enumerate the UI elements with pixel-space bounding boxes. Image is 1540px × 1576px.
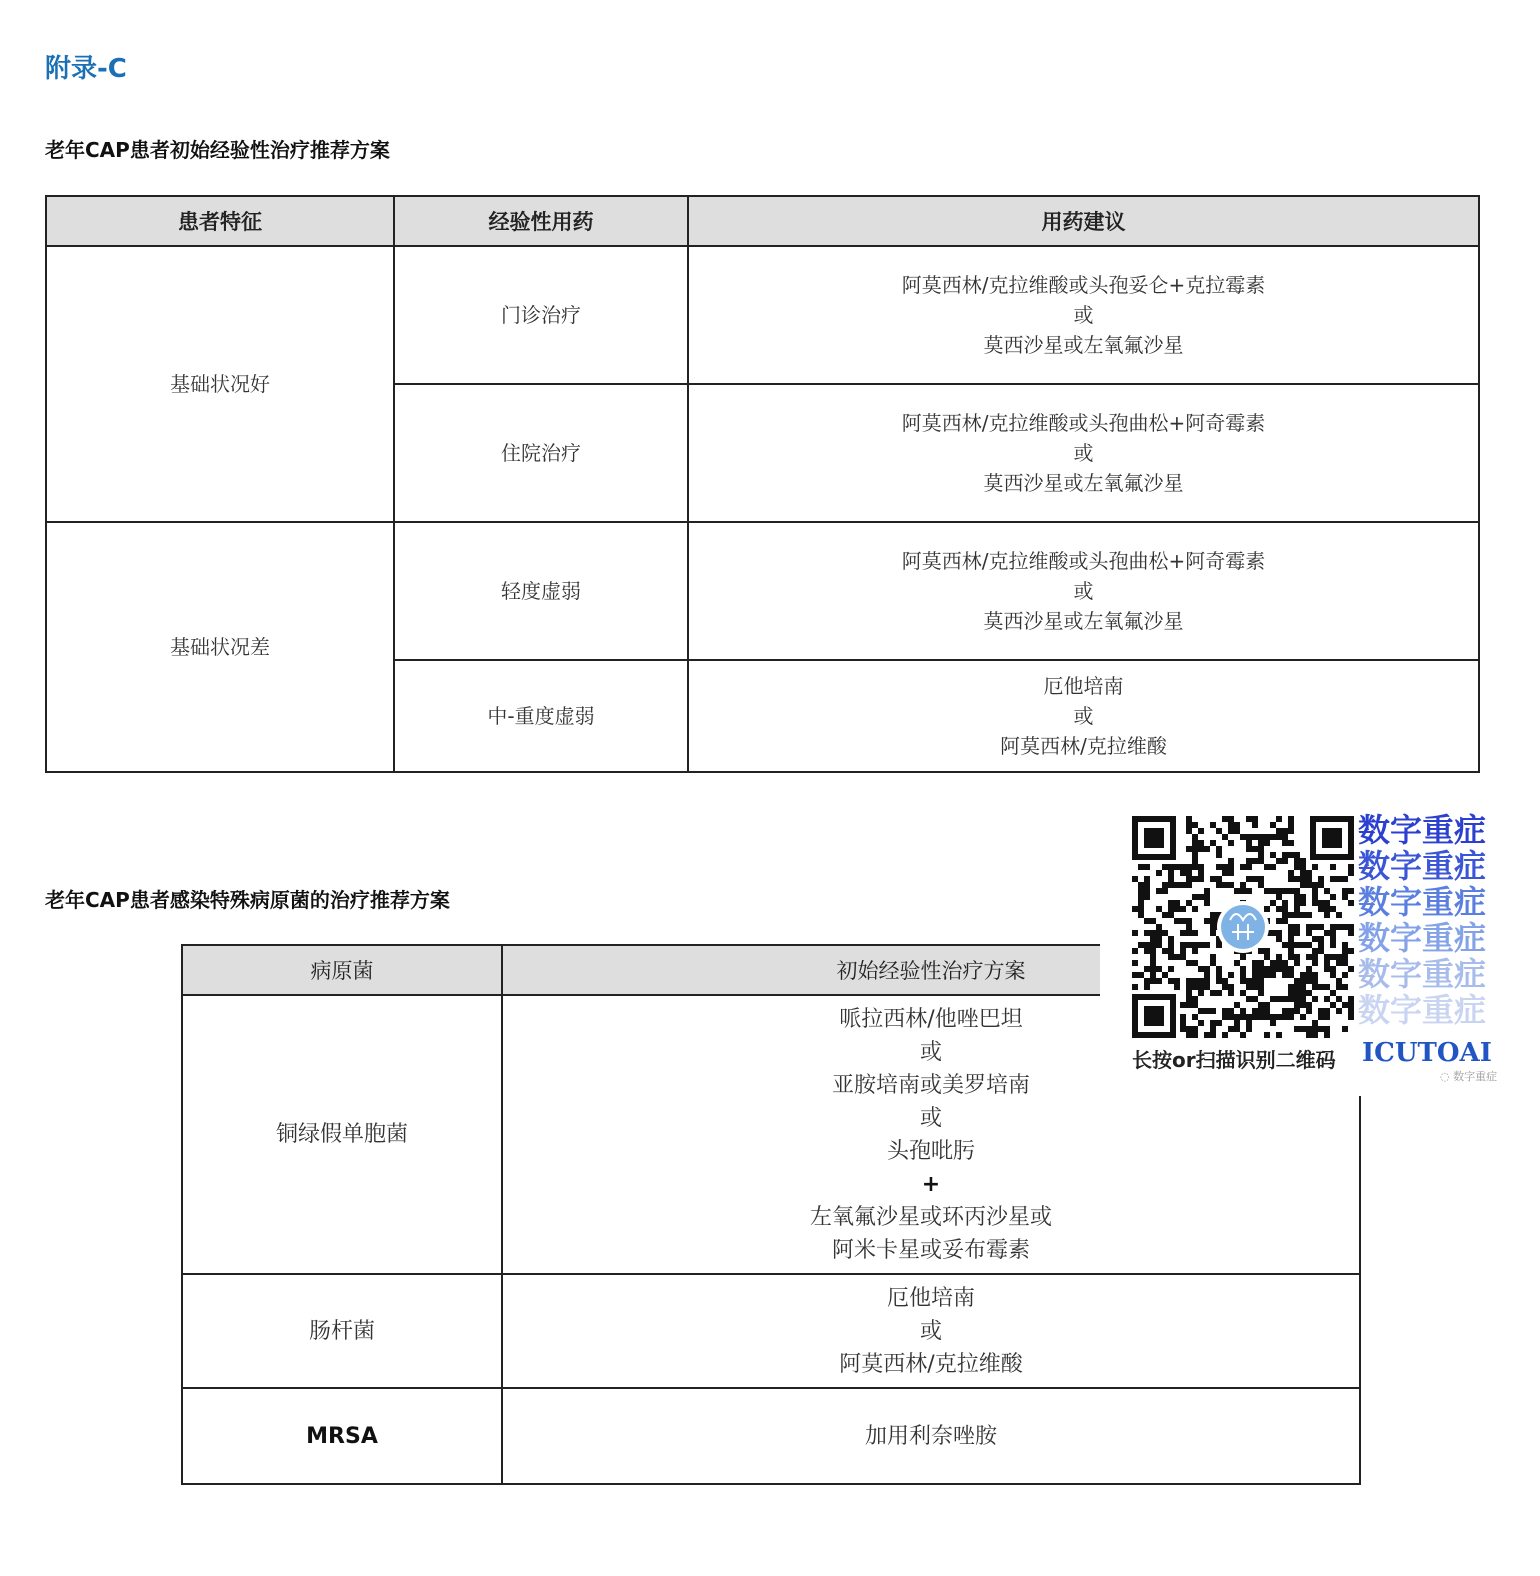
brand-latin: ICUTOAI: [1362, 1038, 1492, 1068]
feature-cell: 基础状况好: [46, 246, 394, 522]
table-row: [46, 246, 1479, 384]
table1-title: 老年CAP患者初始经验性治疗推荐方案: [45, 138, 390, 162]
table-row: [182, 1388, 1360, 1484]
brand-line: 数字重症: [1358, 883, 1487, 921]
pathogen-cell: MRSA: [182, 1388, 502, 1484]
regimen-line: 厄他培南: [886, 1285, 975, 1311]
wechat-watermark-label: 数字重症: [1453, 1070, 1498, 1083]
advice-cell: [688, 522, 1479, 660]
regimen-cell: [502, 1388, 1360, 1484]
advice-line: 莫西沙星或左氧氟沙星: [983, 471, 1184, 495]
regimen-line: 阿米卡星或妥布霉素: [831, 1237, 1030, 1263]
advice-line: 或: [1073, 303, 1094, 327]
advice-line: 阿莫西林/克拉维酸或头孢妥仑+克拉霉素: [901, 273, 1266, 297]
brand-line: 数字重症: [1358, 811, 1487, 849]
table-row: [182, 1274, 1360, 1388]
advice-line: 阿莫西林/克拉维酸或头孢曲松+阿奇霉素: [901, 549, 1266, 573]
empirical-treatment-table: [45, 195, 1480, 773]
header-pathogen: 病原菌: [182, 945, 502, 995]
regimen-line: 阿莫西林/克拉维酸: [839, 1351, 1023, 1377]
advice-line: 莫西沙星或左氧氟沙星: [983, 609, 1184, 633]
regimen-line: 头孢吡肟: [886, 1138, 975, 1164]
advice-cell: [688, 246, 1479, 384]
regimen-cell: [502, 1274, 1360, 1388]
appendix-title: 附录-C: [45, 54, 127, 84]
regimen-line: 左氧氟沙星或环丙沙星或: [809, 1204, 1052, 1230]
header-patient-feature: 患者特征: [46, 196, 394, 246]
wechat-watermark: [1440, 1068, 1497, 1084]
qr-promo-panel: [1100, 808, 1520, 1096]
advice-line: 或: [1073, 704, 1094, 728]
regimen-line: 亚胺培南或美罗培南: [831, 1072, 1030, 1098]
header-empirical-drug: 经验性用药: [394, 196, 688, 246]
brand-line: 数字重症: [1358, 991, 1487, 1029]
advice-line: 阿莫西林/克拉维酸或头孢曲松+阿奇霉素: [901, 411, 1266, 435]
drug-cell: 门诊治疗: [394, 246, 688, 384]
brand-line: 数字重症: [1358, 919, 1487, 957]
regimen-line: 或: [919, 1039, 942, 1065]
wechat-icon: ◌: [1440, 1070, 1450, 1083]
qr-caption: 长按or扫描识别二维码: [1132, 1048, 1336, 1072]
qr-code-icon[interactable]: [1132, 816, 1354, 1038]
feature-cell: 基础状况差: [46, 522, 394, 772]
header-medication-advice: 用药建议: [688, 196, 1479, 246]
regimen-line: 或: [919, 1318, 942, 1344]
regimen-line: +: [921, 1171, 941, 1197]
pathogen-cell: 肠杆菌: [182, 1274, 502, 1388]
brand-line: 数字重症: [1358, 955, 1487, 993]
regimen-line: 哌拉西林/他唑巴坦: [839, 1006, 1023, 1032]
advice-line: 或: [1073, 441, 1094, 465]
regimen-line: 或: [919, 1105, 942, 1131]
table-row: [46, 522, 1479, 660]
brand-line: 数字重症: [1358, 847, 1487, 885]
advice-line: 或: [1073, 579, 1094, 603]
brand-stack: [1358, 812, 1518, 1028]
regimen-line: 加用利奈唑胺: [864, 1423, 997, 1449]
drug-cell: 住院治疗: [394, 384, 688, 522]
brain-circuit-icon: [1217, 901, 1269, 953]
advice-cell: [688, 660, 1479, 772]
drug-cell: 轻度虚弱: [394, 522, 688, 660]
pathogen-cell: 铜绿假单胞菌: [182, 995, 502, 1274]
table2-title: 老年CAP患者感染特殊病原菌的治疗推荐方案: [45, 888, 450, 912]
header-initial-regimen: 初始经验性治疗方案: [502, 945, 1360, 995]
table-header-row: [46, 196, 1479, 246]
advice-cell: [688, 384, 1479, 522]
drug-cell: 中-重度虚弱: [394, 660, 688, 772]
advice-line: 厄他培南: [1043, 674, 1124, 698]
advice-line: 阿莫西林/克拉维酸: [1000, 734, 1167, 758]
advice-line: 莫西沙星或左氧氟沙星: [983, 333, 1184, 357]
